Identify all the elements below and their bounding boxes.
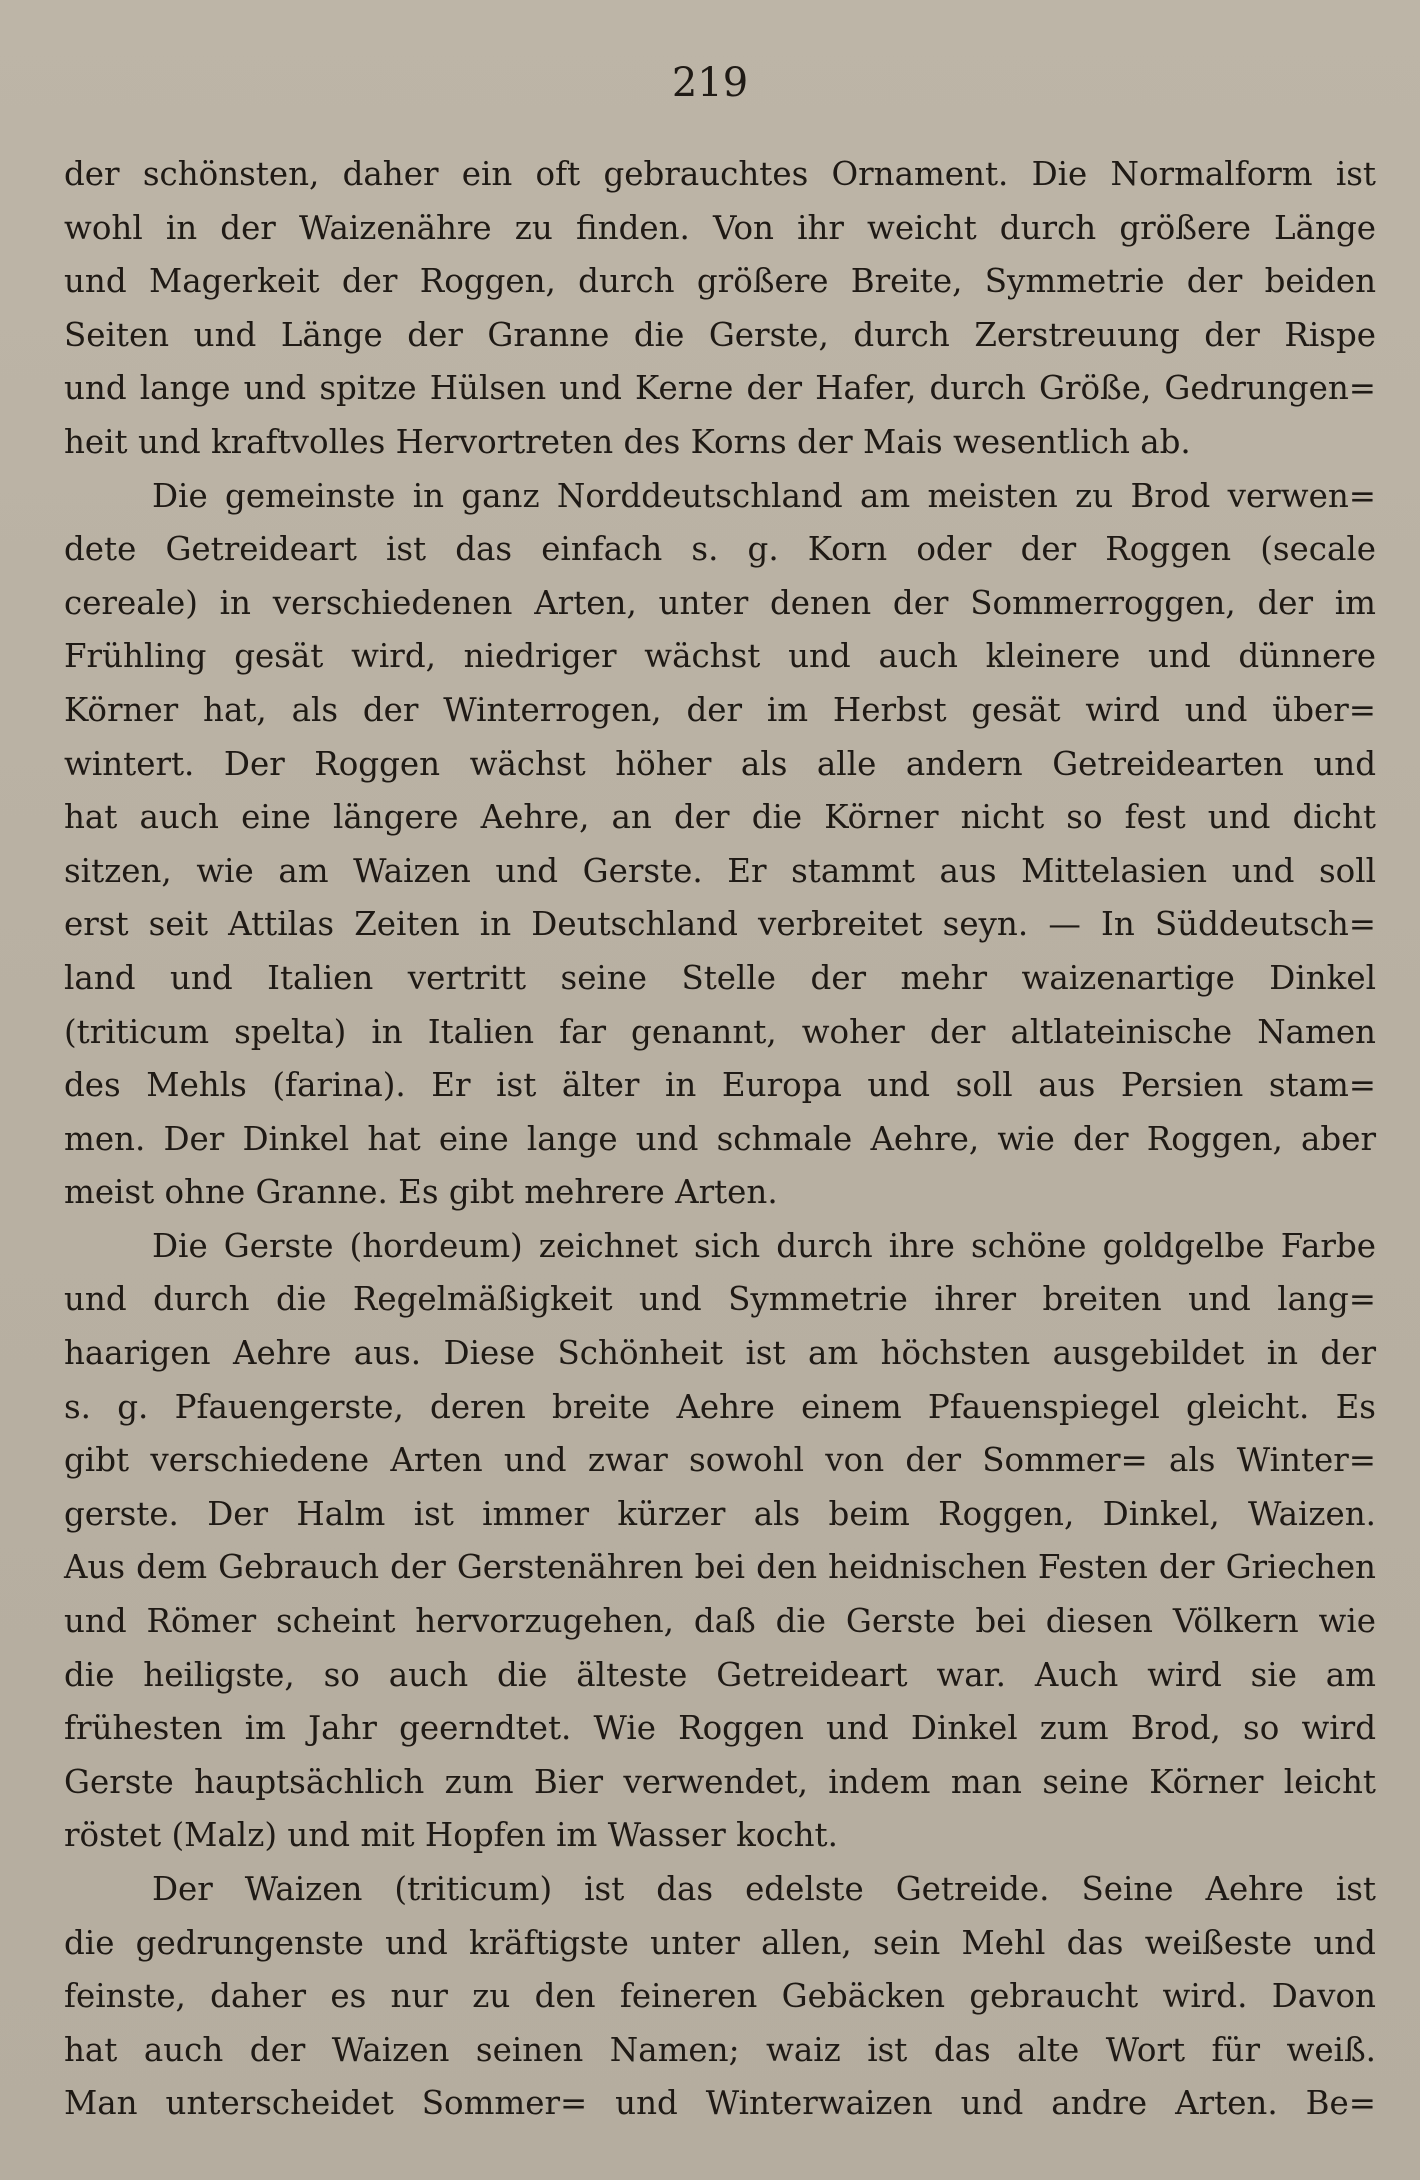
text-line: röstet (Malz) und mit Hopfen im Wasser kocht. bbox=[64, 1816, 838, 1855]
text-line: gibt verschiedene Arten und zwar sowohl von der Sommer= als Winter= bbox=[64, 1441, 1376, 1480]
text-line: des Mehls (farina). Er ist älter in Europa und soll aus Persien stam= bbox=[64, 1066, 1376, 1105]
text-line: Man unterscheidet Sommer= und Winterwaizen und andre Arten. Be= bbox=[64, 2084, 1376, 2123]
text-line: feinste, daher es nur zu den feineren Gebäcken gebraucht wird. Davon bbox=[64, 1977, 1376, 2016]
text-line: heit und kraftvolles Hervortreten des Korns der Mais wesentlich ab. bbox=[64, 422, 1191, 461]
page-number: 219 bbox=[671, 60, 749, 106]
text-line: die heiligste, so auch die älteste Getreideart war. Auch wird sie am bbox=[64, 1655, 1376, 1694]
text-line: Aus dem Gebrauch der Gerstenähren bei den heidnischen Festen der Griechen bbox=[64, 1548, 1376, 1587]
text-line: Die Gerste (hordeum) zeichnet sich durch ihre schöne goldgelbe Farbe bbox=[152, 1226, 1376, 1265]
body-text bbox=[64, 148, 1376, 2131]
text-line: dete Getreideart ist das einfach s. g. Korn oder der Roggen (secale bbox=[64, 530, 1376, 569]
text-line: hat auch der Waizen seinen Namen; waiz ist das alte Wort für weiß. bbox=[64, 2030, 1376, 2069]
text-line: wohl in der Waizenähre zu finden. Von ihr weicht durch größere Länge bbox=[64, 208, 1376, 247]
text-line: gerste. Der Halm ist immer kürzer als beim Roggen, Dinkel, Waizen. bbox=[64, 1494, 1376, 1533]
text-line: Gerste hauptsächlich zum Bier verwendet, indem man seine Körner leicht bbox=[64, 1762, 1376, 1801]
text-line: Die gemeinste in ganz Norddeutschland am meisten zu Brod verwen= bbox=[152, 476, 1376, 515]
text-line: Seiten und Länge der Granne die Gerste, durch Zerstreuung der Rispe bbox=[64, 315, 1376, 354]
text-line: Frühling gesät wird, niedriger wächst und auch kleinere und dünnere bbox=[64, 637, 1376, 676]
text-line: cereale) in verschiedenen Arten, unter denen der Sommerroggen, der im bbox=[64, 583, 1376, 622]
text-line: s. g. Pfauengerste, deren breite Aehre einem Pfauenspiegel gleicht. Es bbox=[64, 1387, 1376, 1426]
text-line: erst seit Attilas Zeiten in Deutschland verbreitet seyn. — In Süddeutsch= bbox=[64, 905, 1376, 944]
text-line: sitzen, wie am Waizen und Gerste. Er stammt aus Mittelasien und soll bbox=[64, 851, 1376, 890]
text-line: und Römer scheint hervorzugehen, daß die Gerste bei diesen Völkern wie bbox=[64, 1602, 1376, 1641]
text-line: haarigen Aehre aus. Diese Schönheit ist am höchsten ausgebildet in der bbox=[64, 1334, 1376, 1373]
text-line: (triticum spelta) in Italien far genannt, woher der altlateinische Namen bbox=[64, 1012, 1376, 1051]
text-line: hat auch eine längere Aehre, an der die Körner nicht so fest und dicht bbox=[64, 798, 1376, 837]
text-line: die gedrungenste und kräftigste unter allen, sein Mehl das weißeste und bbox=[64, 1923, 1376, 1962]
text-line: men. Der Dinkel hat eine lange und schmale Aehre, wie der Roggen, aber bbox=[64, 1119, 1376, 1158]
text-line: und lange und spitze Hülsen und Kerne der Hafer, durch Größe, Gedrungen= bbox=[64, 369, 1376, 408]
text-line: meist ohne Granne. Es gibt mehrere Arten. bbox=[64, 1173, 778, 1212]
text-line: der schönsten, daher ein oft gebrauchtes Ornament. Die Normalform ist bbox=[64, 155, 1376, 193]
text-line: Der Waizen (triticum) ist das edelste Getreide. Seine Aehre ist bbox=[152, 1870, 1376, 1908]
text-line: und Magerkeit der Roggen, durch größere Breite, Symmetrie der beiden bbox=[64, 262, 1376, 301]
text-line: land und Italien vertritt seine Stelle der mehr waizenartige Dinkel bbox=[64, 958, 1376, 997]
text-line: wintert. Der Roggen wächst höher als alle andern Getreidearten und bbox=[64, 744, 1376, 783]
text-line: frühesten im Jahr geerndtet. Wie Roggen und Dinkel zum Brod, so wird bbox=[64, 1709, 1376, 1748]
text-line: Körner hat, als der Winterrogen, der im Herbst gesät wird und über= bbox=[64, 690, 1376, 729]
text-line: und durch die Regelmäßigkeit und Symmetrie ihrer breiten und lang= bbox=[64, 1280, 1376, 1319]
